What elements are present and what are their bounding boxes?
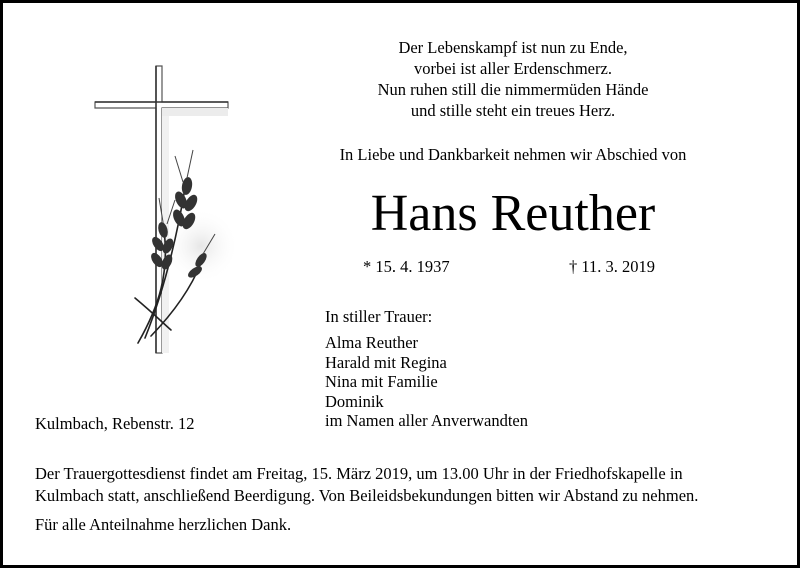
mourner: Nina mit Familie bbox=[325, 372, 438, 391]
service-line: Der Trauergottesdienst findet am Freitag, 15. März 2019, um 13.00 Uhr in der Friedhofskapelle in bbox=[35, 464, 683, 483]
farewell-intro: In Liebe und Dankbarkeit nehmen wir Abschied von bbox=[339, 145, 687, 164]
death-date: † 11. 3. 2019 bbox=[569, 257, 656, 276]
poem-line: und stille steht ein treues Herz. bbox=[410, 101, 616, 120]
mourner: im Namen aller Anverwandten bbox=[325, 411, 528, 430]
service-info bbox=[35, 463, 775, 507]
mourner: Alma Reuther bbox=[325, 333, 419, 352]
cross-with-wheat-icon bbox=[83, 58, 243, 368]
poem bbox=[303, 37, 723, 121]
mourner: Harald mit Regina bbox=[325, 352, 447, 372]
poem-line: Nun ruhen still die nimmermüden Hände bbox=[377, 80, 649, 99]
mourners-list bbox=[325, 333, 528, 431]
address: Kulmbach, Rebenstr. 12 bbox=[35, 414, 195, 433]
mourner: Dominik bbox=[325, 391, 384, 411]
thanks-note: Für alle Anteilnahme herzlichen Dank. bbox=[35, 515, 292, 534]
poem-line: Der Lebenskampf ist nun zu Ende, bbox=[398, 38, 628, 57]
birth-date: * 15. 4. 1937 bbox=[363, 257, 450, 276]
mourning-heading: In stiller Trauer: bbox=[325, 307, 433, 326]
poem-line: vorbei ist aller Erdenschmerz. bbox=[414, 59, 612, 78]
deceased-name: Hans Reuther bbox=[370, 185, 656, 242]
service-line: Kulmbach statt, anschließend Beerdigung. Von Beileidsbekundungen bitten wir Abstand zu nehmen. bbox=[35, 486, 699, 505]
